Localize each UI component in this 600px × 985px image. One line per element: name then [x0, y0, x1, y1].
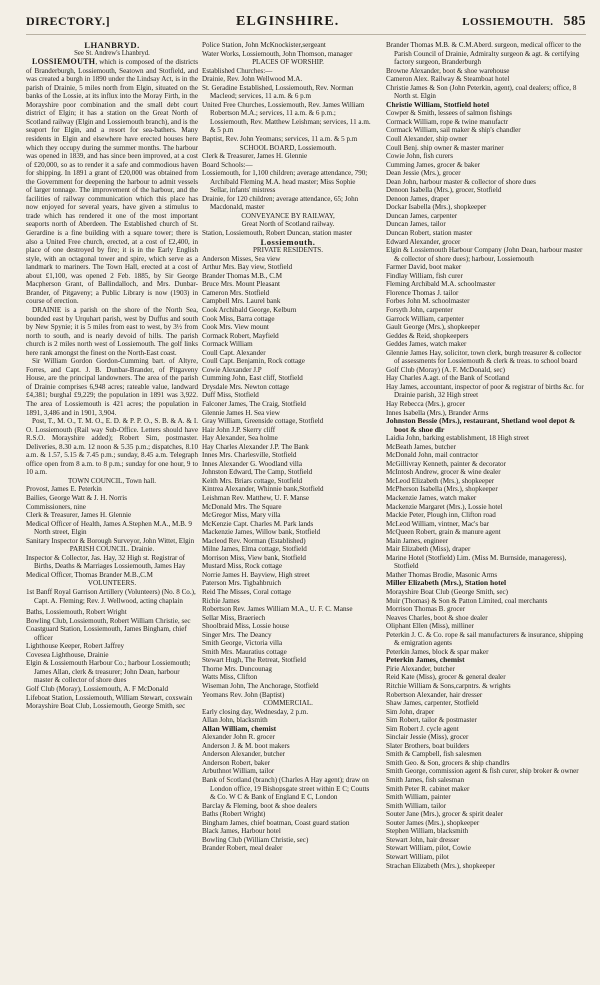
directory-entry: Hay Alexander, Sea holme — [202, 434, 278, 443]
directory-entry: Cormack William, sail maker & ship's chandler — [386, 126, 521, 135]
directory-entry: Mackenzie James, Willow bank, Stotfield — [202, 528, 321, 537]
directory-entry: Stephen William, blacksmith — [386, 827, 469, 836]
directory-entry: Innes Mrs. Charlesville, Stotfield — [202, 451, 297, 460]
paragraph: Sir William Gordon Gordon-Cumming bart. of Altyre, Forres, and Capt. J. B. Dunbar-Brander, of Pitgaveny House, are the principal landowners. The area of the parish of Drainie comprises 6,948 acres; rateable value, landward £4,381; burghal £9,229; the population in 1891 was 3,922. The area of Lossiemouth is 421 acres; the population in 1891, 3,486 and in 1901, 3,904. — [26, 357, 198, 417]
directory-entry: Denoon Isabella (Mrs.), grocer, Stotfield — [386, 186, 502, 195]
directory-entry: Brander Thomas M.B., C.M — [202, 271, 283, 280]
directory-entry: Cormack William, rope & twine manufactr — [386, 117, 509, 126]
directory-entry: Sellar Miss, Braeriech — [202, 613, 266, 622]
directory-entry: Mather Thomas Brodie, Masonic Arms — [386, 570, 498, 579]
directory-entry: Mackie Peter, Plough inn, Clifton road — [386, 511, 496, 520]
directory-entry: Smith James, fish salesman — [386, 776, 465, 785]
directory-entry: McKenzie Capt. Charles M. Park lands — [202, 519, 314, 528]
place-description: LOSSIEMOUTH, which is composed of the districts of Branderburgh, Lossiemouth, Seatown and Stotfield, and was created a burgh in 1890 under the Lindsay Act, is in the parish of Drainie, 5 miles north from Elgin, situated on the banks of the Lossie, at its influx into the Moray Firth, in the Morayshire poor combination and the small debt court district of Elgin; it has a station on the Great North of Scotland railway (Elgin and Lossiemouth branch), and is the seaport for Elgin, and a resort for sea-bathers. Many residents in Elgin and elsewhere have erected houses here which they occupy during the summer months. The harbour was opened in 1839, and has since been improved, at a cost of £20,000, so as to render it a safe and commodious haven for shipping. In 1891 a grant of £20,000 was obtained from the Government for deepening the harbour to admit vessels of larger tonnage. The improvement of the harbour, and the facilities of railway communication which this place has now enjoyed for several years, have given a stimulus to trade which has rendered it one of the most important seaports north of Aberdeen. The Established church of St. Gerardine is a fine building with a square tower; there is also a United Free church, erected, at a cost of £2,400, in place of one destroyed by fire; it is in the Early English style, with an octagonal tower and spire, which serve as a landmark to mariners. The Town Hall, erected at a cost of about £1,100, was opened 2 Feb. 1885, by Sir George Macpherson Grant, of Ballindalloch, and Mrs. Dunbar-Brander, of Pitgaveny; a Public Library is now (1903) in course of erection. — [26, 57, 198, 306]
directory-entry: Yeomans Rev. John (Baptist) — [202, 690, 285, 699]
directory-entry: McLeod William, vintner, Mac's bar — [386, 519, 490, 528]
directory-entry: Bank of Scotland (branch) (Charles A Hay agent); draw on London office, 19 Bishopsgate street within E C; Coutts & Co. W C & Bank of England E C, London — [202, 776, 370, 802]
directory-entry: Cook Mrs. View mount — [202, 323, 269, 332]
paragraph: DRAINIE is a parish on the shore of the North Sea, bounded east by Urquhart parish, west by Duffus and south by New Spynie; it is 5 miles from east to west, by 3½ from north to south, and is nearly devoid of hills. The parish church is 2 miles north west of Lossiemouth. The golf links here rank amongst the finest on the North-East coast. — [26, 305, 198, 357]
directory-entry: Forbes John M. schoolmaster — [386, 297, 470, 306]
subsection-heading: VOLUNTEERS. — [87, 579, 137, 588]
directory-entry: Anderson Robert, baker — [202, 758, 270, 767]
directory-entry: Peterkin J. C. & Co. rope & sail manufacturers & insurance, shipping & emigration agents — [386, 630, 584, 648]
directory-entry: Gault George (Mrs.), shopkeeper — [386, 323, 480, 332]
directory-entry: Sinclair Jessie (Miss), grocer — [386, 733, 469, 742]
directory-entry: Coull Capt. Benjamin, Rock cottage — [202, 357, 305, 366]
directory-entry: Golf Club (Moray), Lossiemouth, A. F McDonald — [26, 685, 169, 694]
directory-entry: Water Works, Lossiemouth, John Thomson, manager — [202, 49, 353, 58]
directory-entry: Lighthouse Keeper, Robert Jaffrey — [26, 642, 125, 651]
directory-entry-bold: Allan William, chemist — [202, 723, 277, 733]
directory-entry: Norrie James H. Bayview, High street — [202, 570, 310, 579]
directory-entry: Medical Officer, Thomas Brander M.B.,C.M — [26, 570, 153, 579]
header-county-title: ELGINSHIRE. — [236, 14, 340, 29]
directory-entry: Geddes James, watch maker — [386, 340, 467, 349]
directory-entry: Johnston Edward, The Camp, Stotfield — [202, 468, 313, 477]
directory-entry: McQueen Robert, grain & manure agent — [386, 528, 501, 537]
directory-entry: Robertson Rev. James William M.A., U. F. C. Manse — [202, 605, 353, 614]
directory-entry: Arbuthnot William, tailor — [202, 767, 275, 776]
directory-entry: Bowling Club (William Christie, sec) — [202, 835, 309, 844]
directory-entry: Farmer David, boot maker — [386, 263, 462, 272]
directory-entry: Glennie James H. Sea view — [202, 408, 280, 417]
directory-entry: Coull Capt. Alexander — [202, 348, 266, 357]
directory-entry-bold: Peterkin James, chemist — [386, 655, 465, 665]
directory-entry: McGregor Miss, Mary villa — [202, 511, 281, 520]
directory-entry: Kintrea Alexander, Whinnie bank,Stotfield — [202, 485, 324, 494]
directory-entry: Richie James — [202, 596, 240, 605]
directory-entry: Coull Alexander, ship owner — [386, 135, 468, 144]
directory-entry: Cowie John, fish curers — [386, 152, 453, 161]
directory-entry: Leishman Rev. Matthew, U. F. Manse — [202, 493, 310, 502]
directory-entry: Dean Jessie (Mrs.), grocer — [386, 169, 461, 178]
directory-entry: Board Schools:— — [202, 160, 253, 169]
subsection-heading: CONVEYANCE BY RAILWAY, — [241, 211, 335, 220]
directory-entry: Baptist, Rev. John Yeomans; services, 11 a.m. & 5 p.m — [202, 135, 358, 144]
directory-entry: Paterson Mrs. Tigbahbruich — [202, 579, 282, 588]
directory-entry: Clerk & Treasurer, James H. Glennie — [202, 152, 308, 161]
directory-entry: Campbell Mrs. Laurel bank — [202, 297, 281, 306]
directory-entry: Reid The Misses, Coral cottage — [202, 588, 292, 596]
directory-entry: Smith George, commission agent & fish curer, ship broker & owner — [386, 767, 579, 776]
paragraph: Post, T., M. O., T. M. O., E. D. & P. P. O., S. B. & A. & I. O. Lossiemouth (Rail way Sub-Office. Letters should have R.S.O. Morayshire added); Robert Sim, postmaster. Deliveries, 8.30 a.m. 12 noon & 5.35 p.m.; dispatches, 8.10 a.m. & 1.57, 5.15 & 7.45 p.m.; sunday, 8.45 a.m. Telegraph office open from 8 a.m. to 8 p.m.; sunday for one hour, 9 to 10 a.m. — [26, 417, 198, 477]
directory-entry: McPherson Isabella (Mrs.), shopkeeper — [386, 485, 498, 494]
section-heading: LHANBRYD. — [84, 40, 140, 50]
directory-entry: Muir (Thomas) & Son & Patton Limited, coal merchants — [386, 596, 548, 605]
directory-entry-bold: Christie William, Stotfield hotel — [386, 99, 490, 109]
header-section-label: DIRECTORY.] — [26, 14, 111, 28]
directory-entry: St. Geradine Established, Lossiemouth, Rev. Norman Macleod; services, 11 a.m. & 6 p.m — [202, 83, 354, 101]
directory-entry: Cook Miss, Barra cottage — [202, 314, 275, 323]
directory-entry: Early closing day, Wednesday, 2 p.m. — [202, 707, 309, 716]
directory-entry: Gray William, Greenside cottage, Stotfield — [202, 417, 324, 426]
directory-entry: Duncan James, carpenter — [386, 211, 458, 220]
directory-entry: Cameron Mrs. Stotfield — [202, 288, 270, 297]
directory-entry: Stewart Hugh, The Retreat, Stotfield — [202, 656, 306, 665]
directory-entry: Lifeboat Station, Lossiemouth, William Stewart, coxswain — [26, 693, 193, 702]
directory-entry: McDonald Mrs. The Square — [202, 502, 282, 511]
directory-entry: Mackenzie Margaret (Mrs.), Lossie hotel — [386, 502, 503, 511]
directory-entry: McLeod Elizabeth (Mrs.), shopkeeper — [386, 476, 495, 485]
directory-entry: Slater Brothers, boat builders — [386, 741, 470, 750]
directory-entry: Christie James & Son (John Peterkin, agent), coal dealers; office, 8 North st. Elgin — [386, 83, 577, 101]
directory-entry: Baths, Lossiemouth, Robert Wright — [26, 608, 127, 617]
directory-entry: Mair Elizabeth (Miss), draper — [386, 545, 471, 554]
directory-entry: Geddes & Reid, shopkeepers — [386, 331, 469, 340]
cross-reference: See St. Andrew's Lhanbryd. — [74, 49, 150, 57]
directory-entry: Morayshire Boat Club, Lossiemouth, George Smith, sec — [26, 702, 186, 711]
directory-entry: Drysdale Mrs. Newton cottage — [202, 382, 290, 391]
directory-entry: 1st Banff Royal Garrison Artillery (Volunteers) (No. 8 Co.), Capt. A. Fleming; Rev. J. Wellwood, acting chaplain — [26, 588, 196, 605]
directory-entry: Golf Club (Moray) (A. F. McDonald, sec) — [386, 365, 506, 374]
section-heading: Lossiemouth. — [260, 236, 316, 247]
directory-entry: Main James, engineer — [386, 536, 449, 545]
directory-entry: Reid Kate (Miss), grocer & general dealer — [386, 673, 506, 682]
subsection-heading: Great North of Scotland railway. — [241, 220, 335, 229]
directory-entry: Souter James (Mrs.), shopkeeper — [386, 818, 480, 827]
directory-entry: Souter Jane (Mrs.), grocer & spirit dealer — [386, 810, 504, 819]
directory-entry: Macleod Rev. Norman (Established) — [202, 536, 306, 545]
directory-entry: Bingham James, chief boatman, Coast guard station — [202, 818, 350, 827]
directory-entry: Smith Geo. & Son, grocers & ship chandlrs — [386, 758, 510, 767]
directory-entry: Singer Mrs. The Deancy — [202, 630, 272, 639]
directory-entry: Allan John, blacksmith — [202, 716, 268, 725]
directory-entry: Duncan James, tailor — [386, 220, 446, 229]
directory-entry: Mackenzie James, watch maker — [386, 493, 477, 502]
directory-entry: Sim Robert J. cycle agent — [386, 724, 459, 733]
directory-entry: Falconer James, The Craig, Stotfield — [202, 399, 306, 408]
directory-entry: Stewart William, pilot, Cowie — [386, 844, 471, 853]
directory-entry: Hay Charles A.agt. of the Bank of Scotland — [386, 374, 510, 383]
directory-entry: Oliphant Ellen (Miss), milliner — [386, 622, 474, 631]
directory-entry: Drainie, Rev. John Wellwood M.A. — [202, 75, 303, 84]
directory-entry: Cook Archibald George, Kelburn — [202, 305, 297, 314]
directory-entry: Laidia John, barking establishment, 18 High street — [386, 434, 530, 443]
header-place-name: LOSSIEMOUTH. — [462, 16, 554, 28]
directory-entry: McIntosh Andrew, grocer & wine dealer — [386, 468, 501, 477]
directory-entry: Bruce Mrs. Mount Pleasant — [202, 280, 281, 289]
text-columns — [26, 41, 586, 981]
subsection-heading: TOWN COUNCIL, Town hall. — [67, 476, 157, 485]
directory-entry: Morayshire Boat Club (George Smith, sec) — [386, 588, 509, 596]
page-number: 585 — [563, 14, 586, 29]
directory-entry: Browne Alexander, boot & shoe warehouse — [386, 66, 510, 75]
directory-entry: Smith Mrs. Mauratius cottage — [202, 647, 287, 656]
subsection-heading: SCHOOL BOARD, Lossiemouth. — [239, 143, 337, 152]
directory-entry: Edward Alexander, grocer — [386, 237, 461, 246]
directory-entry: Stewart William, pilot — [386, 852, 449, 861]
subsection-heading: PLACES OF WORSHIP. — [252, 58, 324, 67]
directory-entry: Findlay William, fish curer — [386, 271, 463, 280]
directory-entry: Alexander John R. grocer — [202, 733, 275, 742]
directory-entry: Smith George, Victoria villa — [202, 639, 283, 648]
directory-entry: Cormack Robert, Mayfield — [202, 331, 279, 340]
directory-entry: Innes Alexander G. Woodland villa — [202, 459, 302, 468]
directory-entry: Stewart John, hair dresser — [386, 835, 460, 844]
directory-entry: Duff Miss, Stotfield — [202, 391, 259, 400]
directory-entry: Denoon James, draper — [386, 194, 450, 203]
directory-entry: Innes Isabella (Mrs.), Brander Arms — [386, 408, 489, 417]
subsection-heading: PRIVATE RESIDENTS. — [252, 246, 324, 255]
directory-entry: Elgin & Lossiemouth Harbour Company (John Dean, harbour master & collector of shore dues); harbour, Lossiemouth — [386, 246, 583, 263]
directory-entry: Hay James, accountant, inspector of poor & registrar of births &c. for Drainie parish, 32 High street — [386, 382, 584, 400]
directory-entry: Smith William, painter — [386, 793, 451, 802]
directory-entry: Dockar Isabella (Mrs.), shopkeeper — [386, 203, 487, 212]
subsection-heading: COMMERCIAL. — [263, 699, 313, 708]
directory-entry: Fleming Archibald M.A. schoolmaster — [386, 280, 496, 289]
directory-entry: Medical Officer of Health, James A.Stephen M.A., M.B. 9 North street, Elgin — [26, 519, 192, 537]
directory-entry: Marine Hotel (Stotfield) Lim. (Miss M. Burnside, manageress), Stotfield — [386, 553, 567, 571]
directory-entry: Brander Robert, meal dealer — [202, 844, 283, 853]
directory-entry: Mustard Miss, Rock cottage — [202, 562, 282, 571]
directory-entry: Hay Rebecca (Mrs.), grocer — [386, 399, 465, 408]
directory-entry: Cormack William — [202, 340, 253, 349]
directory-entry: McBeath James, butcher — [386, 442, 456, 451]
directory-entry: Provost, James E. Peterkin — [26, 485, 102, 494]
directory-entry: Thorne Mrs. Duncounag — [202, 664, 272, 673]
directory-entry: Sim Robert, tailor & postmaster — [386, 716, 477, 725]
directory-entry: Glennie James Hay, solicitor, town clerk, burgh treasurer & collector of assessments for Lossiemouth & clerk & treas. to school board — [386, 348, 582, 366]
directory-entry: Shaw James, carpenter, Stotfield — [386, 699, 479, 708]
directory-entry: Strachan Elizabeth (Mrs.), shopkeeper — [386, 861, 495, 870]
directory-entry: Florence Thomas J. tailor — [386, 288, 459, 297]
directory-entry: Hair John J.P. Skerry cliff — [202, 425, 276, 434]
directory-entry: Bowling Club, Lossiemouth, Robert William Christie, sec — [26, 616, 191, 625]
directory-entry: Cowper & Smith, lessees of salmon fishings — [386, 109, 512, 118]
directory-entry: Morrison Thomas B. grocer — [386, 605, 466, 614]
directory-entry: Hay Charles Alexander J.P. The Bank — [202, 442, 309, 451]
directory-entry: Anderson J. & M. boot makers — [202, 741, 290, 750]
directory-entry: Watts Miss, Clifton — [202, 673, 258, 682]
directory-entry: Sim John, draper — [386, 707, 435, 716]
directory-entry-bold: Johnston Bessie (Mrs.), restaurant, Shetland wool depot & boot & shoe dlr — [386, 416, 576, 434]
directory-entry: Dean John, harbour master & collector of shore dues — [386, 177, 536, 186]
directory-entry: Smith William, tailor — [386, 801, 447, 810]
column-3 — [386, 41, 586, 870]
directory-entry: Neaves Charles, boot & shoe dealer — [386, 613, 488, 622]
directory-entry: Morrison Miss, View bank, Stotfield — [202, 553, 306, 562]
directory-entry: Clerk & Treasurer, James H. Glennie — [26, 511, 132, 520]
directory-entry: Police Station, John McKnockister,sergeant — [202, 41, 326, 49]
directory-entry: Duncan Robert, station master — [386, 229, 473, 238]
directory-entry: Keith Mrs. Briars cottage, Stotfield — [202, 476, 303, 485]
directory-entry: Station, Lossiemouth, Robert Duncan, station master — [202, 229, 353, 238]
header-place-label — [462, 14, 586, 30]
directory-entry: Sanitary Inspector & Borough Surveyor, John Wittet, Elgin — [26, 536, 195, 545]
directory-entry: Garrock William, carpenter — [386, 314, 464, 323]
directory-entry: Smith & Campbell, fish salesmen — [386, 750, 482, 759]
directory-entry: Robertson Alexander, hair dresser — [386, 690, 483, 699]
directory-entry: Established Churches:— — [202, 66, 273, 75]
directory-entry: Shoolbraid Miss, Lossie house — [202, 622, 290, 631]
directory-entry: Arthur Mrs. Bay view, Stotfield — [202, 263, 293, 272]
directory-entry: Coastguard Station, Lossiemouth, James Bingham, chief officer — [26, 625, 187, 642]
directory-entry: Cameron Alex. Railway & Steamboat hotel — [386, 75, 510, 84]
directory-entry: Commissioners, nine — [26, 502, 86, 511]
place-name-lead: LOSSIEMOUTH — [32, 57, 96, 67]
directory-entry: Anderson Alexander, butcher — [202, 750, 286, 759]
directory-entry-bold: Miller Elizabeth (Mrs.), Station hotel — [386, 578, 507, 588]
directory-entry: Wiseman John, The Anchorage, Stotfield — [202, 682, 319, 691]
directory-entry: Bailies, George Watt & J. H. Norris — [26, 493, 128, 502]
directory-entry: Black James, Harbour hotel — [202, 827, 281, 836]
directory-entry: Cowie Alexander J.P — [202, 365, 262, 374]
directory-entry: Cumming John, East cliff, Stotfield — [202, 374, 303, 383]
directory-entry: Drainie, for 120 children; average attendance, 65; John Macdonald, master — [202, 194, 359, 212]
directory-entry: Inspector & Collector, Jas. Hay, 32 High st. Registrar of Births, Deaths & Marriages Lossiemouth, James Hay — [26, 553, 186, 571]
directory-entry: Covesea Lighthouse, Drainie — [26, 650, 109, 659]
directory-entry: Coull Benj. ship owner & master mariner — [386, 143, 504, 152]
directory-entry: McGillivray Kenneth, painter & decorator — [386, 459, 506, 468]
directory-entry: Smith Peter R. cabinet maker — [386, 784, 470, 793]
directory-entry: Barclay & Fleming, boot & shoe dealers — [202, 801, 317, 810]
directory-entry: Milne James, Elma cottage, Stotfield — [202, 545, 307, 554]
directory-entry: Peterkin James, block & spar maker — [386, 647, 489, 656]
directory-entry: Cumming James, grocer & baker — [386, 160, 480, 169]
page-header — [26, 14, 586, 35]
column-2 — [202, 41, 374, 853]
subsection-heading: PARISH COUNCIL. Drainie. — [69, 545, 155, 554]
directory-entry: Elgin & Lossiemouth Harbour Co.; harbour Lossiemouth; James Allan, clerk & treasurer; John Dean, harbour master & collector of shore dues — [26, 659, 191, 685]
column-1 — [26, 41, 198, 711]
directory-entry: Ritchie William & Sons,carpntrs. & wrights — [386, 682, 511, 691]
directory-entry: Forsyth John, carpenter — [386, 305, 453, 314]
directory-entry: Brander Thomas M.B. & C.M.Aberd. surgeon, medical officer to the Parish Council of Drainie, Admiralty surgeon & agt. & certifying factory surgeon, Branderburgh — [386, 41, 582, 67]
directory-entry: Lossiemouth, for 1,100 children; average attendance, 790; Archibald Fleming M.A. head master; Miss Sophie Sellar, infants' mistress — [202, 169, 368, 195]
directory-entry: Anderson Misses, Sea view — [202, 254, 281, 263]
directory-entry: United Free Churches, Lossiemouth, Rev. James William Robertson M.A.; services, 11 a.m. & 6 p.m.; Lossiemouth, Rev. Matthew Leishman; services, 11 a.m. & 5 p.m — [202, 100, 371, 135]
directory-entry: McDonald John, mail contractor — [386, 451, 479, 460]
directory-entry: Baths (Robert Wright) — [202, 810, 266, 819]
directory-entry: Pirie Alexander, butcher — [386, 664, 455, 673]
